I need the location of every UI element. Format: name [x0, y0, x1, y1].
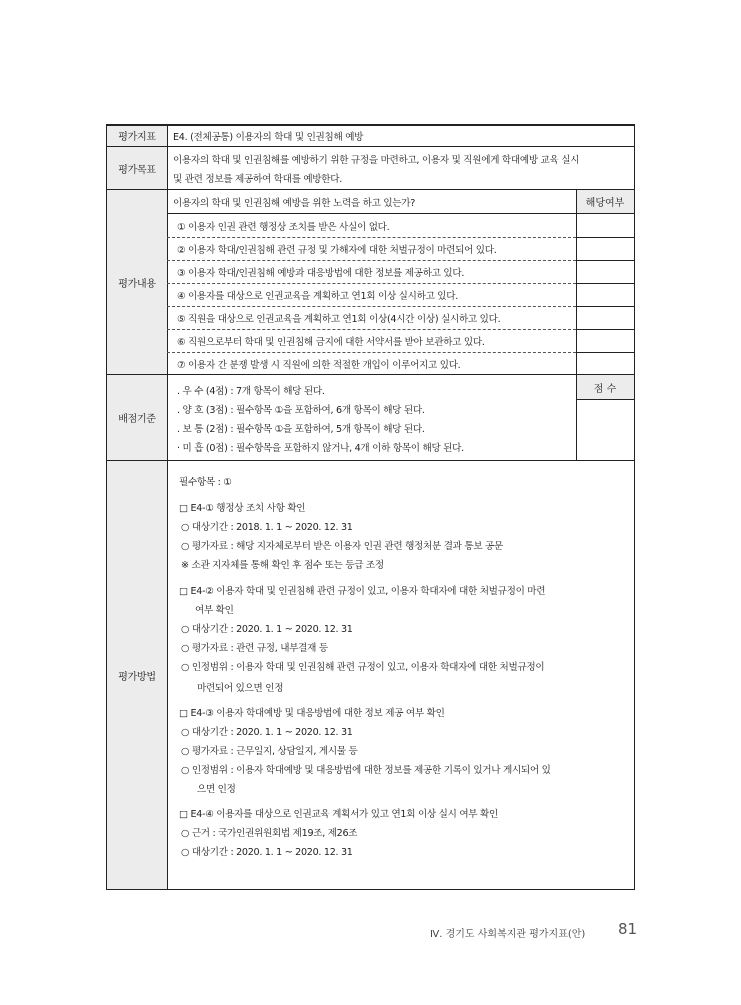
method-e4-3-title: □ E4-③ 이용자 학대예방 및 대응방법에 대한 정보 제공 여부 확인 [179, 708, 445, 719]
content-item: ④ 이용자를 대상으로 인권교육을 계획하고 연1회 이상 실시하고 있다. [177, 291, 458, 302]
method-e4-4-basis: ○ 근거 : 국가인권위원회법 제19조, 제26조 [181, 828, 358, 839]
method-e4-2-title: □ E4-② 이용자 학대 및 인권침해 관련 규정이 있고, 이용자 학대자에 대한 처벌규정이 마련 [179, 586, 546, 597]
rule [576, 306, 634, 307]
content-item: ② 이용자 학대/인권침해 관련 규정 및 가해자에 대한 처벌규정이 마련되어 있다. [177, 245, 497, 256]
rule [576, 352, 634, 353]
method-e4-3-scope-cont: 으면 인정 [197, 784, 236, 795]
column-divider [167, 124, 168, 890]
method-e4-4-period: ○ 대상기간 : 2020. 1. 1 ~ 2020. 12. 31 [181, 847, 353, 858]
label-method: 평가방법 [107, 461, 167, 889]
rule [107, 460, 634, 461]
method-required: 필수항목 : ① [179, 477, 232, 488]
label-indicator: 평가지표 [107, 124, 167, 146]
method-e4-3-scope: ○ 인정범위 : 이용자 학대예방 및 대응방법에 대한 정보를 제공한 기록이 있거나 게시되어 있 [181, 765, 551, 776]
page-number: 81 [618, 920, 638, 938]
method-e4-1-note: ※ 소관 지자체를 통해 확인 후 점수 또는 등급 조정 [181, 560, 384, 571]
method-e4-1-title: □ E4-① 행정상 조치 사항 확인 [179, 503, 306, 514]
dashed-divider [167, 237, 576, 238]
rule-top [107, 124, 634, 126]
label-goal: 평가목표 [107, 147, 167, 189]
applicable-header: 해당여부 [576, 190, 634, 213]
rule [576, 237, 634, 238]
method-e4-2-scope-cont: 마련되어 있으면 인정 [197, 683, 284, 694]
label-content: 평가내용 [107, 190, 167, 374]
dashed-divider [167, 283, 576, 284]
scoring-item: . 양 호 (3점) : 필수항목 ①을 포함하여, 6개 항목이 해당 된다. [177, 405, 425, 416]
score-header: 점 수 [576, 375, 634, 399]
content-item: ① 이용자 인권 관련 행정상 조치를 받은 사실이 없다. [177, 222, 390, 233]
dashed-divider [167, 306, 576, 307]
label-scoring: 배점기준 [107, 375, 167, 460]
rule [576, 260, 634, 261]
rule [107, 146, 634, 147]
content-item: ⑥ 직원으로부터 학대 및 인권침해 금지에 대한 서약서를 받아 보관하고 있다. [177, 337, 485, 348]
dashed-divider [167, 352, 576, 353]
scoring-item: . 보 통 (2점) : 필수항목 ①을 포함하여, 5개 항목이 해당 된다. [177, 424, 425, 435]
footer-title: Ⅳ. 경기도 사회복지관 평가지표(안) [430, 929, 586, 940]
method-e4-2-materials: ○ 평가자료 : 관련 규정, 내부결재 등 [181, 643, 328, 654]
evaluation-table [106, 124, 635, 890]
content-item: ⑤ 직원을 대상으로 인권교육을 계획하고 연1회 이상(4시간 이상) 실시하고 있다. [177, 314, 501, 325]
rule [107, 374, 634, 375]
indicator-text: E4. (전체공통) 이용자의 학대 및 인권침해 예방 [173, 132, 364, 143]
method-e4-2-period: ○ 대상기간 : 2020. 1. 1 ~ 2020. 12. 31 [181, 624, 353, 635]
rule [107, 189, 634, 190]
column-divider [576, 190, 577, 460]
method-e4-1-materials: ○ 평가자료 : 해당 지자체로부터 받은 이용자 인권 관련 행정처분 결과 통보 공문 [181, 541, 503, 552]
content-item: ⑦ 이용자 간 분쟁 발생 시 직원에 의한 적절한 개입이 이루어지고 있다. [177, 360, 461, 371]
method-e4-3-period: ○ 대상기간 : 2020. 1. 1 ~ 2020. 12. 31 [181, 727, 353, 738]
dashed-divider [167, 329, 576, 330]
rule [576, 283, 634, 284]
goal-line-1: 이용자의 학대 및 인권침해를 예방하기 위한 규정을 마련하고, 이용자 및 직원에게 학대예방 교육 실시 [173, 155, 580, 166]
method-e4-1-period: ○ 대상기간 : 2018. 1. 1 ~ 2020. 12. 31 [181, 522, 353, 533]
dashed-divider [167, 260, 576, 261]
rule [167, 213, 634, 214]
content-item: ③ 이용자 학대/인권침해 예방과 대응방법에 대한 정보를 제공하고 있다. [177, 268, 465, 279]
scoring-item: . 우 수 (4점) : 7개 항목이 해당 된다. [177, 386, 325, 397]
method-e4-4-title: □ E4-④ 이용자를 대상으로 인권교육 계획서가 있고 연1회 이상 실시 여부 확인 [179, 809, 498, 820]
rule [576, 399, 634, 400]
goal-line-2: 및 관련 정보를 제공하여 학대를 예방한다. [173, 174, 342, 185]
method-e4-2-title-cont: 여부 확인 [195, 605, 234, 616]
scoring-item: · 미 흡 (0점) : 필수항목을 포함하지 않거나, 4개 이하 항목이 해당 된다. [177, 443, 464, 454]
method-e4-2-scope: ○ 인정범위 : 이용자 학대 및 인권침해 관련 규정이 있고, 이용자 학대자에 대한 처벌규정이 [181, 662, 545, 673]
content-question: 이용자의 학대 및 인권침해 예방을 위한 노력을 하고 있는가? [173, 198, 416, 209]
method-e4-3-materials: ○ 평가자료 : 근무일지, 상담일지, 게시물 등 [181, 746, 358, 757]
rule [576, 329, 634, 330]
